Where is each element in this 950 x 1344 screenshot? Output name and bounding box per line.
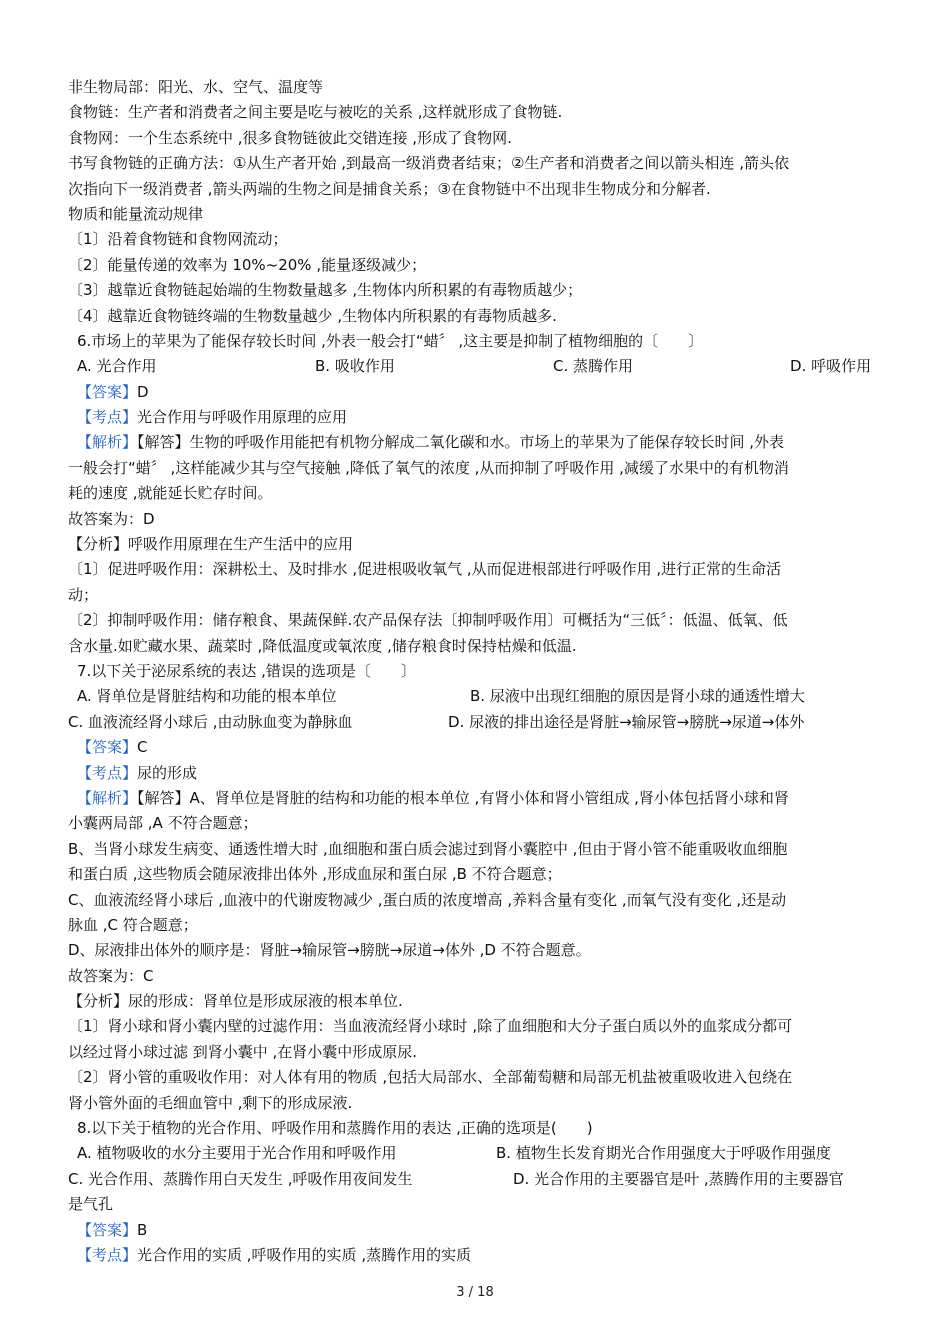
- text-line: 一般会打“蜡〞 ,这样能减少其与空气接触 ,降低了氧气的浓度 ,从而抑制了呼吸作用 ,减缓了水果中的有机物消: [68, 458, 789, 477]
- point-tag: 【考点】: [77, 408, 138, 427]
- page-number: 3 / 18: [456, 1285, 494, 1300]
- question-6: 6.市场上的苹果为了能保存较长时间 ,外表一般会打“蜡〞 ,这主要是抑制了植物细胞的〔 〕: [77, 331, 704, 350]
- q7-analysis: [68, 786, 888, 811]
- q6-option-c: C. 蒸腾作用: [553, 357, 634, 376]
- text-line: 次指向下一级消费者 ,箭头两端的生物之间是捕食关系；③在食物链中不出现非生物成分和分解者.: [68, 179, 711, 198]
- q8-answer: [68, 1218, 888, 1243]
- text-line: 〔2〕抑制呼吸作用：储存粮食、果蔬保鲜.农产品保存法〔抑制呼吸作用〕可概括为“三低〞：低温、低氧、低: [68, 611, 788, 630]
- q6-analysis: [68, 430, 888, 455]
- text-line: 〔2〕肾小管的重吸收作用：对人体有用的物质 ,包括大局部水、全部葡萄糖和局部无机盐被重吸收进入包绕在: [68, 1068, 793, 1087]
- text-line: 〔4〕越靠近食物链终端的生物数量越少 ,生物体内所积累的有毒物质越多.: [68, 306, 557, 325]
- answer-value: B: [137, 1220, 148, 1239]
- q7-options-row1: [68, 684, 888, 709]
- q8-point: [68, 1243, 888, 1268]
- text-line: 肾小管外面的毛细血管中 ,剩下的形成尿液.: [68, 1093, 353, 1112]
- text-line: 非生物局部：阳光、水、空气、温度等: [68, 78, 324, 96]
- answer-value: D: [137, 382, 149, 401]
- text-line: 动；: [68, 585, 99, 604]
- q8-option-b: B. 植物生长发育期光合作用强度大于呼吸作用强度: [496, 1144, 831, 1163]
- text-line: 书写食物链的正确方法：①从生产者开始 ,到最高一级消费者结束；②生产者和消费者之间以箭头相连 ,箭头依: [68, 154, 789, 173]
- analysis-tag: 【解析】: [77, 433, 138, 452]
- q8-options-row1: [68, 1141, 888, 1166]
- text-line: 耗的速度 ,就能延长贮存时间。: [68, 484, 273, 503]
- q8-option-a: A. 植物吸收的水分主要用于光合作用和呼吸作用: [77, 1144, 397, 1163]
- analysis-text: 【解答】生物的呼吸作用能把有机物分解成二氧化碳和水。市场上的苹果为了能保存较长时间 ,外表: [137, 433, 785, 452]
- text-line: 〔1〕肾小球和肾小囊内壁的过滤作用：当血液流经肾小球时 ,除了血细胞和大分子蛋白质以外的血浆成分都可: [68, 1017, 793, 1036]
- text-line: 脉血 ,C 符合题意；: [68, 915, 198, 934]
- question-8: 8.以下关于植物的光合作用、呼吸作用和蒸腾作用的表达 ,正确的选项是( ): [77, 1119, 593, 1138]
- document-body: [68, 75, 888, 1268]
- point-value: 光合作用与呼吸作用原理的应用: [137, 408, 348, 427]
- q8-option-c: C. 光合作用、蒸腾作用白天发生 ,呼吸作用夜间发生: [68, 1169, 413, 1188]
- text-line: 是气孔: [68, 1195, 114, 1214]
- q8-options-row2: [68, 1167, 888, 1192]
- text-line: 〔1〕促进呼吸作用：深耕松土、及时排水 ,促进根吸收氧气 ,从而促进根部进行呼吸作用 ,进行正常的生命活: [68, 560, 782, 579]
- point-value: 光合作用的实质 ,呼吸作用的实质 ,蒸腾作用的实质: [137, 1245, 472, 1264]
- q6-options: [68, 354, 888, 379]
- text-line: 含水量.如贮藏水果、蔬菜时 ,降低温度或氧浓度 ,储存粮食时保持枯燥和低温.: [68, 636, 577, 655]
- q7-option-c: C. 血液流经肾小球后 ,由动脉血变为静脉血: [68, 712, 353, 731]
- text-line: 小囊两局部 ,A 不符合题意；: [68, 814, 258, 833]
- text-line: 故答案为：D: [68, 509, 155, 528]
- q6-option-a: A. 光合作用: [77, 357, 157, 376]
- text-line: 和蛋白质 ,这些物质会随尿液排出体外 ,形成血尿和蛋白尿 ,B 不符合题意；: [68, 865, 562, 884]
- answer-tag: 【答案】: [77, 382, 138, 401]
- q6-option-d: D. 呼吸作用: [790, 357, 872, 376]
- point-value: 尿的形成: [137, 763, 198, 782]
- q6-point: [68, 405, 888, 430]
- text-line: 【分析】呼吸作用原理在生产生活中的应用: [68, 535, 354, 554]
- q7-options-row2: [68, 710, 888, 735]
- text-line: 〔3〕越靠近食物链起始端的生物数量越多 ,生物体内所积累的有毒物质越少；: [68, 281, 583, 300]
- q7-option-a: A. 肾单位是肾脏结构和功能的根本单位: [77, 687, 337, 706]
- analysis-tag: 【解析】: [77, 788, 138, 807]
- text-line: B、当肾小球发生病变、通透性增大时 ,血细胞和蛋白质会滤过到肾小囊腔中 ,但由于肾小管不能重吸收血细胞: [68, 839, 788, 858]
- text-line: 〔1〕沿着食物链和食物网流动；: [68, 230, 288, 249]
- point-tag: 【考点】: [77, 763, 138, 782]
- text-line: D、尿液排出体外的顺序是：肾脏→输尿管→膀胱→尿道→体外 ,D 不符合题意。: [68, 941, 591, 960]
- q6-answer: [68, 380, 888, 405]
- q6-option-b: B. 吸收作用: [315, 357, 395, 376]
- text-line: 食物网：一个生态系统中 ,很多食物链彼此交错连接 ,形成了食物网.: [68, 128, 512, 147]
- text-line: C、血液流经肾小球后 ,血液中的代谢废物减少 ,蛋白质的浓度增高 ,养料含量有变化 ,而氧气没有变化 ,还是动: [68, 890, 787, 909]
- q7-option-d: D. 尿液的排出途径是肾脏→输尿管→膀胱→尿道→体外: [448, 712, 805, 731]
- q7-answer: [68, 735, 888, 760]
- question-7: 7.以下关于泌尿系统的表达 ,错误的选项是〔 〕: [77, 661, 416, 680]
- answer-value: C: [137, 738, 148, 757]
- q7-point: [68, 761, 888, 786]
- q7-option-b: B. 尿液中出现红细胞的原因是肾小球的通透性增大: [470, 687, 805, 706]
- text-line: 物质和能量流动规律: [68, 204, 204, 223]
- text-line: 食物链：生产者和消费者之间主要是吃与被吃的关系 ,这样就形成了食物链.: [68, 103, 563, 122]
- text-line: 〔2〕能量传递的效率为 10%~20% ,能量逐级减少；: [68, 255, 427, 274]
- text-line: 故答案为：C: [68, 966, 154, 985]
- analysis-text: 【解答】A、肾单位是肾脏的结构和功能的根本单位 ,有肾小体和肾小管组成 ,肾小体包括肾小球和肾: [137, 788, 789, 807]
- text-line: 【分析】尿的形成：肾单位是形成尿液的根本单位.: [68, 992, 403, 1011]
- q8-option-d: D. 光合作用的主要器官是叶 ,蒸腾作用的主要器官: [513, 1169, 844, 1188]
- text-line: 以经过肾小球过滤 到肾小囊中 ,在肾小囊中形成原尿.: [68, 1042, 418, 1061]
- point-tag: 【考点】: [77, 1245, 138, 1264]
- answer-tag: 【答案】: [77, 738, 138, 757]
- answer-tag: 【答案】: [77, 1220, 138, 1239]
